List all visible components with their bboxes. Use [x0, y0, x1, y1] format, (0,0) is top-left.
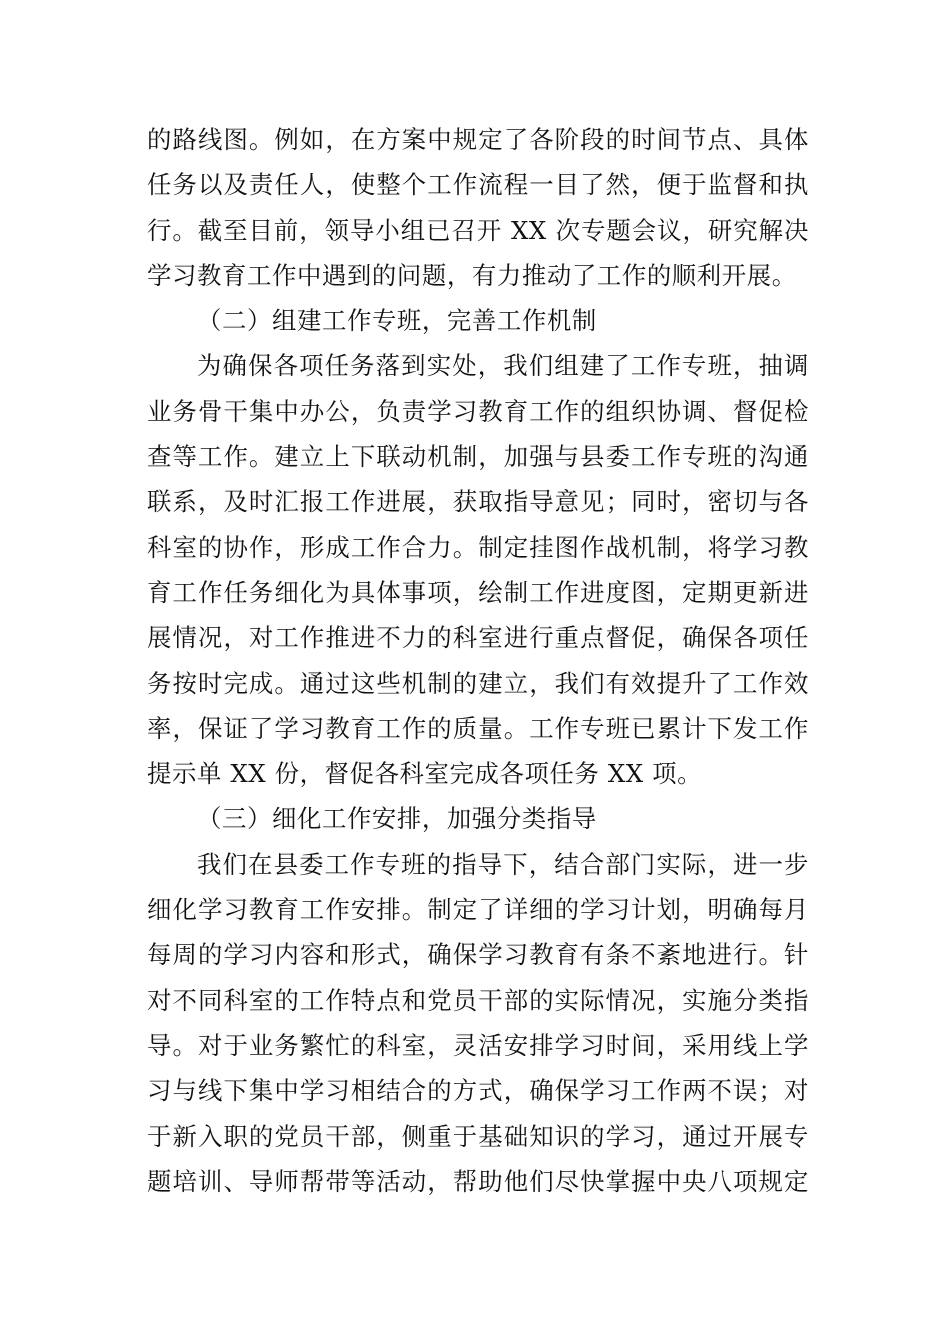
- body-line: 对不同科室的工作特点和党员干部的实际情况，实施分类指: [147, 985, 809, 1015]
- section-heading-3: （三）细化工作安排，加强分类指导: [197, 804, 597, 834]
- body-line: 学习教育工作中遇到的问题，有力推动了工作的顺利开展。: [147, 260, 797, 290]
- body-line: 行。截至目前，领导小组已召开 XX 次专题会议，研究解决: [147, 215, 809, 245]
- body-line: 任务以及责任人，使整个工作流程一目了然，便于监督和执: [147, 170, 809, 200]
- body-line: 育工作任务细化为具体事项，绘制工作进度图，定期更新进: [147, 577, 809, 607]
- document-body: [147, 117, 809, 1204]
- section-heading-2: （二）组建工作专班，完善工作机制: [197, 306, 597, 336]
- body-line: 为确保各项任务落到实处，我们组建了工作专班，抽调: [197, 351, 809, 381]
- body-line: 的路线图。例如，在方案中规定了各阶段的时间节点、具体: [147, 125, 809, 154]
- body-line: 务按时完成。通过这些机制的建立，我们有效提升了工作效: [147, 668, 809, 698]
- body-line: 展情况，对工作推进不力的科室进行重点督促，确保各项任: [147, 623, 809, 653]
- body-line: 题培训、导师帮带等活动，帮助他们尽快掌握中央八项规定: [147, 1166, 809, 1196]
- body-line: 业务骨干集中办公，负责学习教育工作的组织协调、督促检: [147, 396, 809, 426]
- body-line: 细化学习教育工作安排。制定了详细的学习计划，明确每月: [147, 895, 809, 925]
- body-line: 查等工作。建立上下联动机制，加强与县委工作专班的沟通: [147, 442, 809, 472]
- body-line: 于新入职的党员干部，侧重于基础知识的学习，通过开展专: [147, 1121, 809, 1151]
- body-line: 科室的协作，形成工作合力。制定挂图作战机制，将学习教: [147, 532, 809, 562]
- body-line: 导。对于业务繁忙的科室，灵活安排学习时间，采用线上学: [147, 1030, 809, 1060]
- body-line: 习与线下集中学习相结合的方式，确保学习工作两不误；对: [147, 1076, 809, 1106]
- body-line: 联系，及时汇报工作进展，获取指导意见；同时，密切与各: [147, 487, 809, 517]
- body-line: 我们在县委工作专班的指导下，结合部门实际，进一步: [197, 849, 809, 879]
- body-line: 率，保证了学习教育工作的质量。工作专班已累计下发工作: [147, 713, 809, 743]
- body-line: 提示单 XX 份，督促各科室完成各项任务 XX 项。: [147, 759, 703, 789]
- body-line: 每周的学习内容和形式，确保学习教育有条不紊地进行。针: [147, 940, 809, 970]
